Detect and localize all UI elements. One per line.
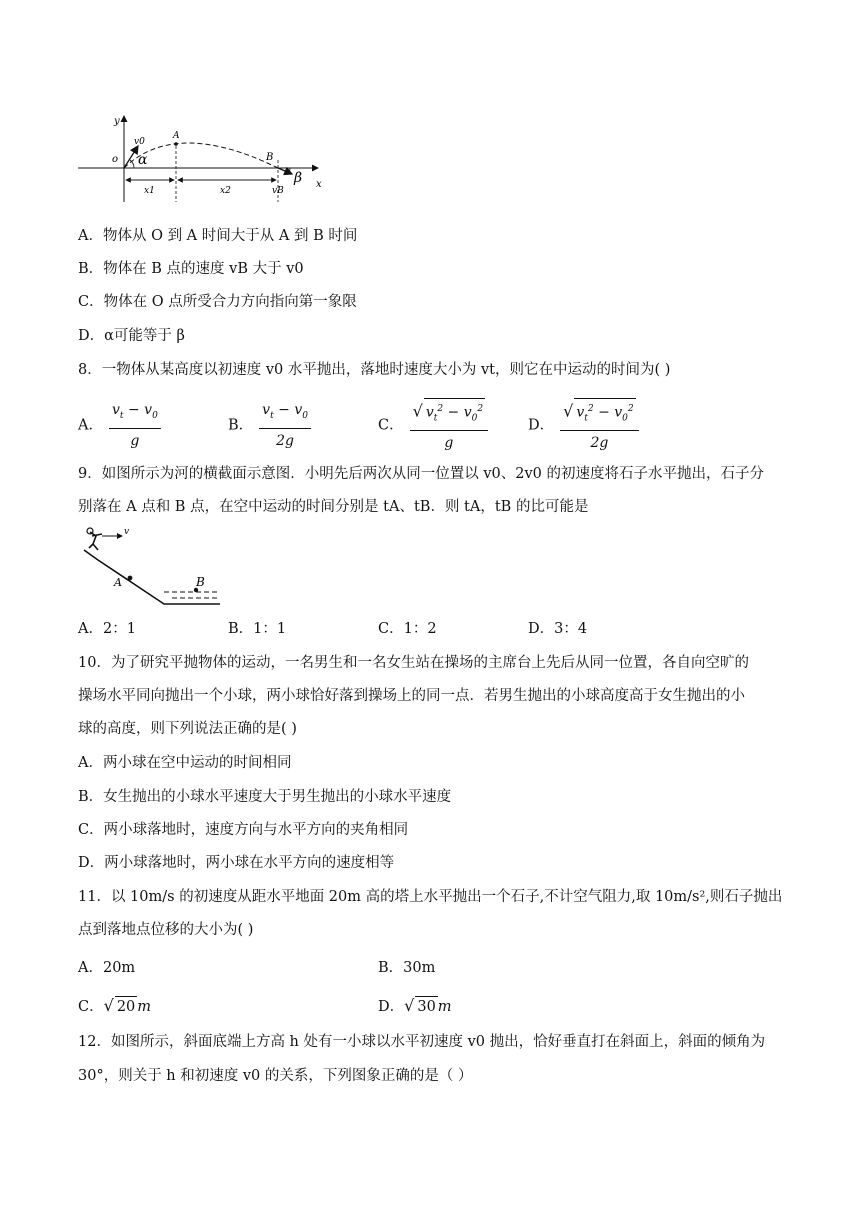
q11-option-d: D．√ 30 m	[378, 996, 452, 1015]
label-A: A	[173, 131, 180, 141]
river-diagram	[78, 524, 228, 608]
q11-stem-line1: 11．以 10m/s 的初速度从距水平地面 20m 高的塔上水平抛出一个石子,不计空气阻力,取 10m/s²,则石子抛出	[78, 889, 783, 905]
q9-option-d: D．3：4	[528, 621, 588, 637]
label-o: o	[112, 154, 119, 165]
q7-option-c: C．物体在 O 点所受合力方向指向第一象限	[78, 294, 357, 310]
label-y: y	[114, 116, 120, 127]
label-A-river: A	[114, 576, 122, 589]
q9-option-a: A．2：1	[78, 621, 136, 637]
q11-option-c: C．√ 20 m	[78, 996, 152, 1015]
q7-option-d: D．α可能等于 β	[78, 328, 185, 344]
label-B-river: B	[196, 575, 205, 589]
label-beta: β	[294, 170, 303, 186]
label-x2: x2	[220, 186, 231, 196]
q10-option-b: B．女生抛出的小球水平速度大于男生抛出的小球水平速度	[78, 789, 452, 805]
q8-stem: 8．一物体从某高度以初速度 v0 水平抛出，落地时速度大小为 vt，则它在中运动的时间为( )	[78, 362, 671, 378]
q8-option-c: C． $\frac{√ v_t^2 - v_0^2}{g}$	[378, 398, 488, 453]
q9-stem-line2: 别落在 A 点和 B 点，在空中运动的时间分别是 tA、tB．则 tA，tB 的比可能是	[78, 499, 589, 515]
q7-option-a: A．物体从 O 到 A 时间大于从 A 到 B 时间	[78, 228, 358, 244]
label-alpha: α	[138, 152, 148, 168]
q10-option-c: C．两小球落地时，速度方向与水平方向的夹角相同	[78, 822, 409, 838]
q8-option-a: A． $\frac{v_t - v_0}{g}$	[78, 400, 161, 451]
q8-option-d: D． $\frac{√ v_t^2 - v_0^2}{2g}$	[528, 398, 639, 453]
q10-stem-line1: 10．为了研究平抛物体的运动，一名男生和一名女生站在操场的主席台上先后从同一位置，各自向空旷的	[78, 655, 749, 671]
q11-stem-line2: 点到落地点位移的大小为( )	[78, 922, 254, 938]
q10-stem-line2: 操场水平同向抛出一个小球，两小球恰好落到操场上的同一点．若男生抛出的小球高度高于女生抛出的小	[78, 688, 745, 704]
q10-option-a: A．两小球在空中运动的时间相同	[78, 755, 292, 771]
label-v0: v0	[134, 137, 145, 147]
q7-option-b: B．物体在 B 点的速度 vB 大于 v0	[78, 261, 304, 277]
q11-option-a: A．20m	[78, 960, 136, 976]
q12-stem-line2: 30°，则关于 h 和初速度 v0 的关系，下列图象正确的是（ ）	[78, 1068, 473, 1084]
q10-option-d: D．两小球落地时，两小球在水平方向的速度相等	[78, 855, 395, 871]
q9-stem-line1: 9．如图所示为河的横截面示意图．小明先后两次从同一位置以 v0、2v0 的初速度将石子水平抛出，石子分	[78, 466, 764, 482]
label-vB: vB	[272, 186, 284, 196]
label-v: v	[124, 527, 130, 537]
label-B: B	[266, 152, 274, 163]
q10-stem-line3: 球的高度，则下列说法正确的是( )	[78, 721, 297, 737]
q12-stem-line1: 12．如图所示，斜面底端上方高 h 处有一小球以水平初速度 v0 抛出，恰好垂直打在斜面上，斜面的倾角为	[78, 1034, 766, 1050]
q11-option-b: B．30m	[378, 960, 436, 976]
label-x1: x1	[144, 186, 155, 196]
q9-option-c: C．1：2	[378, 621, 437, 637]
trajectory-diagram	[78, 110, 338, 202]
q9-option-b: B．1：1	[228, 621, 287, 637]
label-x: x	[316, 179, 322, 190]
q8-option-b: B． $\frac{v_t - v_0}{2g}$	[228, 400, 311, 451]
